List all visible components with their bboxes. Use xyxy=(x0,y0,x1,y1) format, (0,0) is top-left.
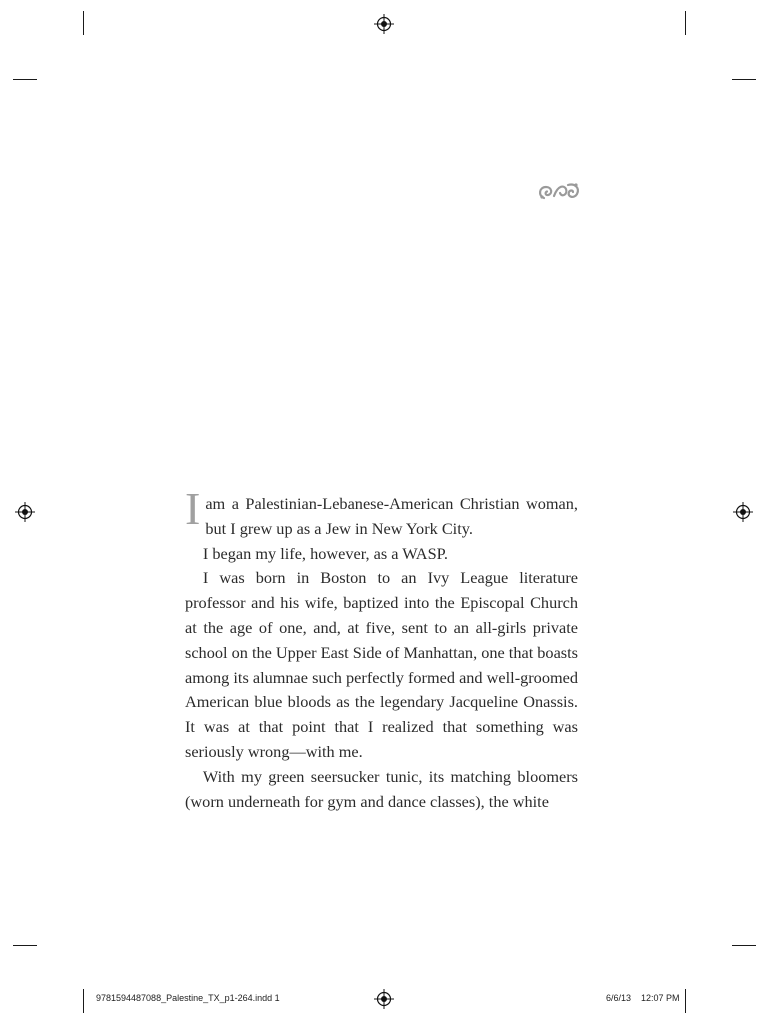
paragraph-2: I began my life, however, as a WASP. xyxy=(202,543,448,563)
registration-mark-bottom-icon xyxy=(374,989,394,1009)
registration-mark-top-icon xyxy=(374,14,394,34)
registration-mark-right-icon xyxy=(733,502,753,522)
crop-mark-right-top xyxy=(732,79,756,80)
slug-filename: 9781594487088_Palestine_TX_p1-264.indd 1 xyxy=(96,993,280,1003)
fleuron-ornament-icon xyxy=(536,176,582,206)
crop-mark-top-right xyxy=(685,11,686,35)
crop-mark-left-bottom xyxy=(13,945,37,946)
crop-mark-right-bottom xyxy=(732,945,756,946)
paragraph-1-text: am a Palestinian-Lebanese-American Christian woman, but I grew up as a Jew in New York City. xyxy=(205,494,578,538)
crop-mark-top-left xyxy=(83,11,84,35)
body-text xyxy=(185,483,578,814)
paragraph-4: With my green seersucker tunic, its matching bloomers (worn underneath for gym and dance classes), the white xyxy=(185,766,578,811)
crop-mark-bottom-right xyxy=(685,989,686,1013)
slug-time: 12:07 PM xyxy=(641,993,680,1003)
drop-cap: I xyxy=(185,483,201,534)
opening-paragraph xyxy=(185,483,578,542)
slug-date: 6/6/13 xyxy=(606,993,632,1003)
registration-mark-left-icon xyxy=(15,502,35,522)
paragraph-3: I was born in Boston to an Ivy League literature professor and his wife, baptized into the Episcopal Church at the age of one, and, at five, sent to an all-girls private school on the Upper East Side of Manhattan, one that boasts among its alumnae such perfectly formed and well-groomed American blue bloods as the legendary Jacqueline Onassis. It was at that point that I realized that something was seriously wrong—with me. xyxy=(185,568,578,761)
crop-mark-bottom-left xyxy=(83,989,84,1013)
crop-mark-left-top xyxy=(13,79,37,80)
